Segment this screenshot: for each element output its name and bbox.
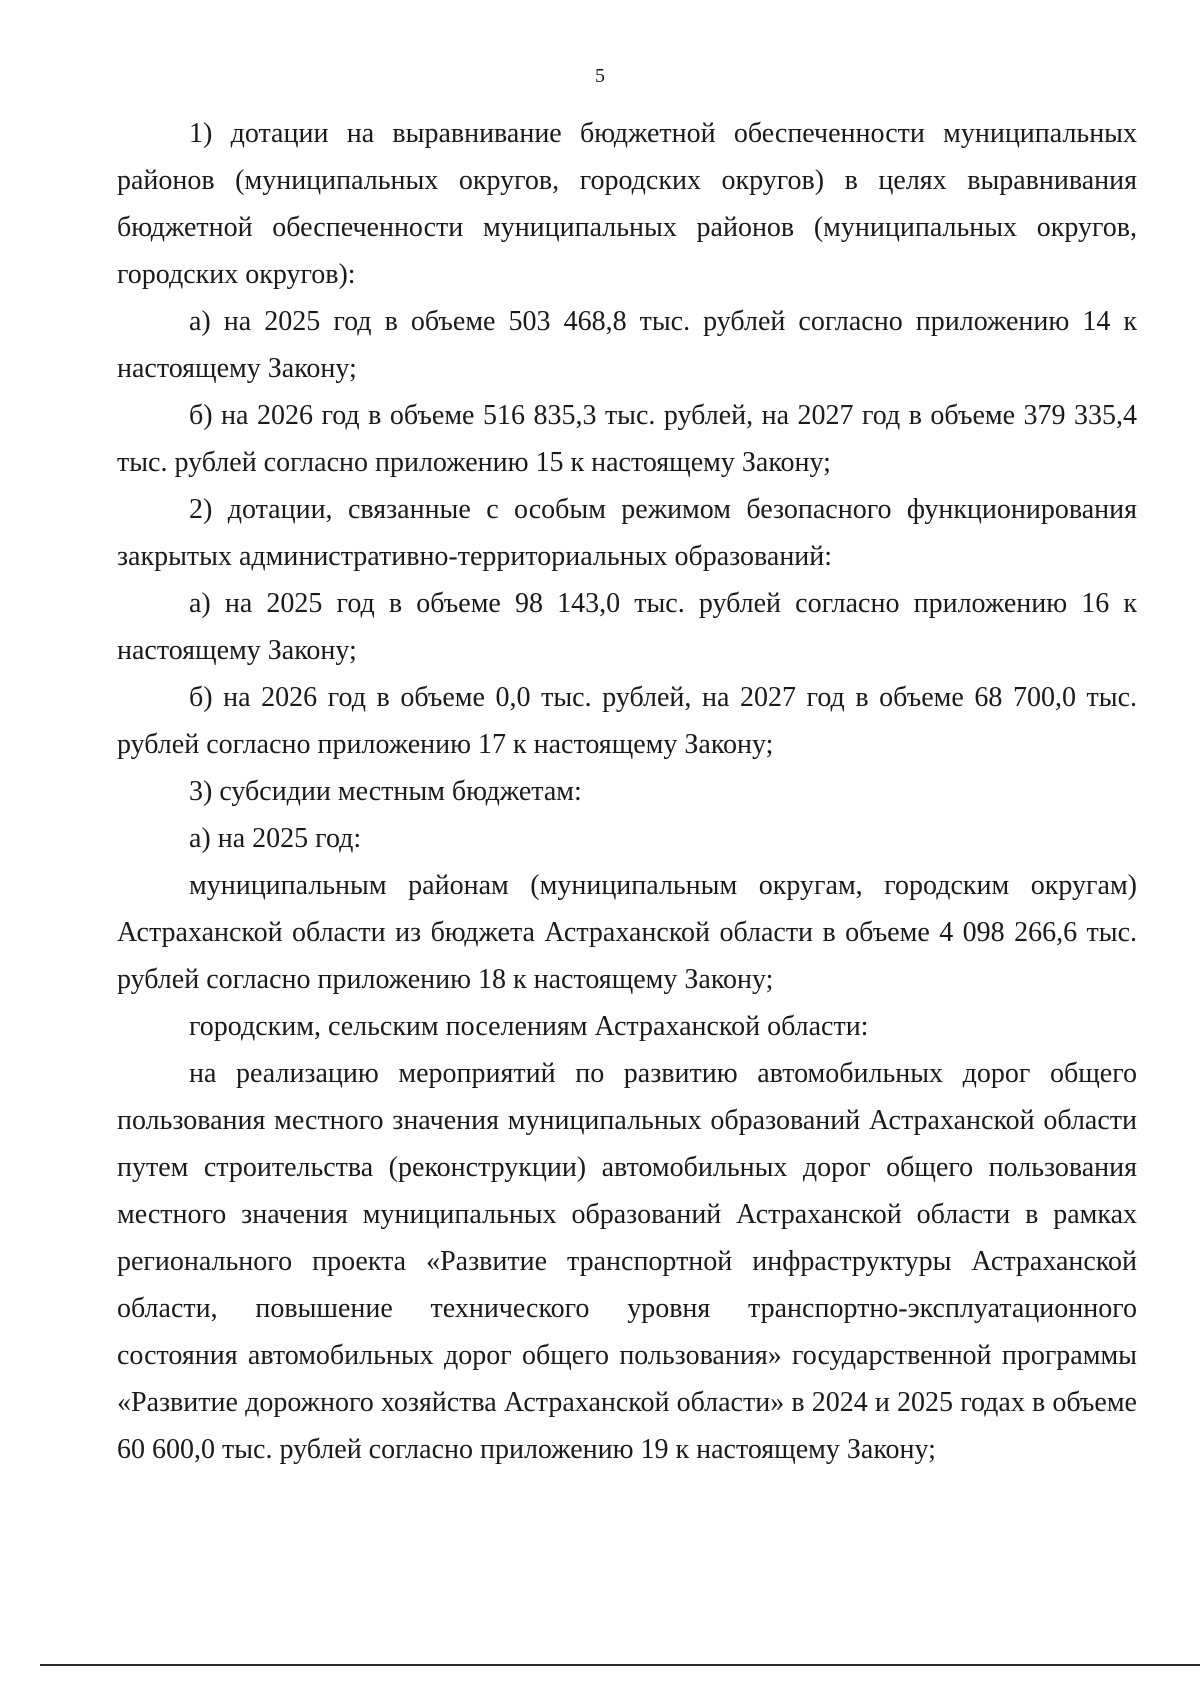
paragraph-urban-rural-settlements: городским, сельским поселениям Астраханской области:: [189, 1011, 869, 1042]
paragraph-3a-2025: а) на 2025 год:: [189, 823, 362, 854]
paragraph-1-equalization-subsidies: 1) дотации на выравнивание бюджетной обеспеченности муниципальных районов (муниципальных округов, городских округов) в целях выравнивания бюджетной обеспеченности муниципальных районов (муниципальных округов, городских округов):: [117, 118, 1137, 290]
paragraph-road-development: на реализацию мероприятий по развитию автомобильных дорог общего пользования местного значения муниципальных образований Астраханской области путем строительства (реконструкции) автомобильных дорог общего пользования местного значения муниципальных образований Астраханской области в рамках регионального проекта «Развитие транспортной инфраструктуры Астраханской области, повышение технического уровня транспортно-эксплуатационного состояния автомобильных дорог общего пользования» государственной программы «Развитие дорожного хозяйства Астраханской области» в 2024 и 2025 годах в объеме 60 600,0 тыс. рублей согласно приложению 19 к настоящему Закону;: [117, 1058, 1137, 1465]
bottom-divider: [40, 1664, 1200, 1666]
page-number: 5: [595, 65, 605, 87]
paragraph-2-closed-territories: 2) дотации, связанные с особым режимом безопасного функционирования закрытых административно-территориальных образований:: [117, 494, 1137, 572]
paragraph-2b-2026-2027: б) на 2026 год в объеме 0,0 тыс. рублей, на 2027 год в объеме 68 700,0 тыс. рублей согласно приложению 17 к настоящему Закону;: [117, 682, 1137, 760]
document-body: [117, 110, 1137, 1473]
paragraph-municipal-districts: муниципальным районам (муниципальным округам, городским округам) Астраханской области из бюджета Астраханской области в объеме 4 098 266,6 тыс. рублей согласно приложению 18 к настоящему Закону;: [117, 870, 1137, 995]
paragraph-1b-2026-2027: б) на 2026 год в объеме 516 835,3 тыс. рублей, на 2027 год в объеме 379 335,4 тыс. рублей согласно приложению 15 к настоящему Закону;: [117, 400, 1137, 478]
paragraph-3-local-subsidies: 3) субсидии местным бюджетам:: [189, 776, 582, 807]
paragraph-1a-2025: а) на 2025 год в объеме 503 468,8 тыс. рублей согласно приложению 14 к настоящему Закону;: [117, 306, 1137, 384]
paragraph-2a-2025: а) на 2025 год в объеме 98 143,0 тыс. рублей согласно приложению 16 к настоящему Закону;: [117, 588, 1137, 666]
